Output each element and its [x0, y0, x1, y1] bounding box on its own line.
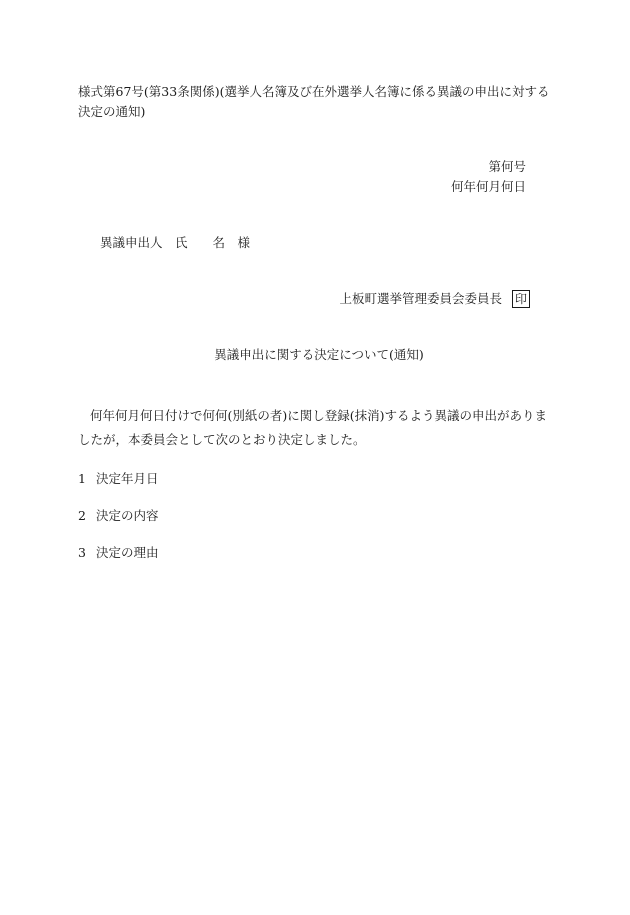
item-number: 1 [78, 471, 86, 486]
addressee: 異議申出人 氏 名 様 [100, 235, 251, 250]
item-label: 決定の内容 [96, 508, 159, 523]
item-list [78, 470, 159, 581]
sender-name: 上板町選挙管理委員会委員長 [339, 291, 502, 306]
list-item [78, 544, 159, 581]
subject-text: 異議申出に関する決定について(通知) [214, 347, 424, 362]
list-item [78, 470, 159, 507]
item-number: 3 [78, 545, 86, 560]
item-label: 決定の理由 [96, 545, 159, 560]
list-item [78, 507, 159, 544]
document-number: 第何号 [488, 159, 526, 174]
item-label: 決定年月日 [96, 471, 159, 486]
item-number: 2 [78, 508, 86, 523]
document-date: 何年何月何日 [450, 179, 526, 194]
body-paragraph: 何年何月何日付けで何何(別紙の者)に関し登録(抹消)するよう異議の申出がありましたが，本委員会として次のとおり決定しました。 [78, 408, 548, 447]
seal-mark: 印 [512, 290, 530, 308]
subject-heading [0, 346, 630, 365]
form-title: 様式第67号(第33条関係)(選挙人名簿及び在外選挙人名簿に係る異議の申出に対する決定の通知) [78, 84, 550, 119]
sender-block [339, 290, 530, 309]
